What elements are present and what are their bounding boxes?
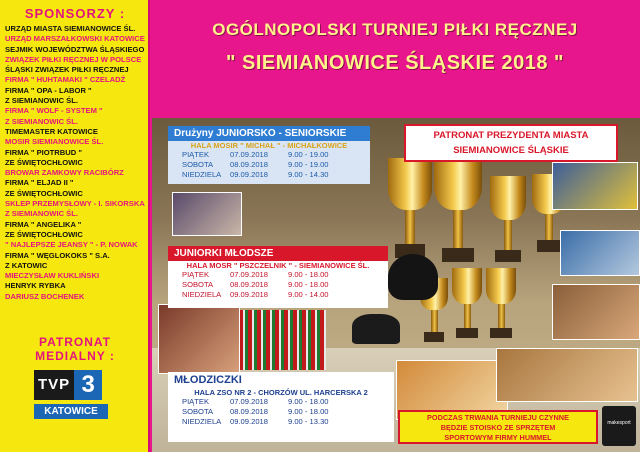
sponsor-list <box>5 24 150 302</box>
schedule-row: SOBOTA 08.09.2018 9.00 - 19.00 <box>182 160 329 169</box>
makesport-logo: makesport <box>602 406 636 446</box>
notice-line1: PODCZAS TRWANIA TURNIEJU CZYNNE <box>427 413 569 422</box>
sponsor-line: TIMEMASTER KATOWICE <box>5 126 98 136</box>
media-title-line2: MEDIALNY : <box>35 349 115 363</box>
team-photo-2 <box>560 230 640 276</box>
sponsors-title: SPONSORZY : <box>24 6 126 21</box>
sponsor-line: FIRMA " ELJAD II " <box>5 178 74 188</box>
tvp3-logo <box>34 370 108 428</box>
sponsor-line: ZWIĄZEK PIŁKI RĘCZNEJ W POLSCE <box>5 54 142 64</box>
sponsor-line: FIRMA " PIOTRBUD " <box>5 147 82 157</box>
sponsor-column <box>0 0 150 452</box>
sponsor-line: Z KATOWIC <box>5 260 48 270</box>
group-box-junior-girls <box>168 246 388 308</box>
tvp-name: TVP <box>34 370 74 400</box>
sponsor-line: Z SIEMIANOWIC ŚL. <box>5 96 78 106</box>
schedule-row: PIĄTEK 07.09.2018 9.00 - 19.00 <box>182 150 329 159</box>
sponsor-line: ŚLĄSKI ZWIĄZEK PIŁKI RĘCZNEJ <box>5 65 129 75</box>
hummel-notice <box>398 410 598 444</box>
match-photo-3 <box>496 348 638 402</box>
tvp-city: KATOWICE <box>34 404 108 419</box>
team-photo <box>552 162 638 210</box>
group-title: JUNIORKI MŁODSZE <box>168 246 388 261</box>
group-title: MŁODZICZKI <box>174 374 242 386</box>
sponsor-line: Z SIEMIANOWIC ŚL. <box>5 209 78 219</box>
group-box-young-girls <box>168 372 394 442</box>
sponsor-line: FIRMA " WĘGLOKOKS " S.A. <box>5 250 110 260</box>
sponsor-line: MOSIR SIEMIANOWICE ŚL. <box>5 137 104 147</box>
schedule-row: SOBOTA 08.09.2018 9.00 - 18.00 <box>182 407 329 416</box>
schedule-row: NIEDZIELA 09.09.2018 9.00 - 14.30 <box>182 170 329 179</box>
sponsor-line: URZĄD MIASTA SIEMIANOWICE ŚL. <box>5 24 136 33</box>
sponsor-line: MIECZYSŁAW KUKLIŃSKI <box>5 271 100 281</box>
sponsor-line: DARIUSZ BOCHENEK <box>5 291 85 301</box>
sponsor-line: FIRMA " HUHTAMAKI " CZELADŹ <box>5 75 126 85</box>
trophy-icon <box>388 158 432 258</box>
poster-title-line1: OGÓLNOPOLSKI TURNIEJ PIŁKI RĘCZNEJ <box>212 20 578 39</box>
group-venue: HALA MOSIR " MICHAŁ " - MICHAŁKOWICE <box>190 141 348 150</box>
sponsor-line: BROWAR ZAMKOWY RACIBÓRZ <box>5 168 124 178</box>
schedule-row: PIĄTEK 07.09.2018 9.00 - 18.00 <box>182 397 329 406</box>
tvp-number: 3 <box>74 370 102 400</box>
players-photo <box>158 304 240 374</box>
schedule-row: NIEDZIELA 09.09.2018 9.00 - 13.30 <box>182 417 329 426</box>
sponsor-line: FIRMA " ANGELIKA " <box>5 219 82 229</box>
schedule-row: SOBOTA 08.09.2018 9.00 - 18.00 <box>182 280 329 289</box>
notice-line2: BĘDZIE STOISKO ZE SPRZĘTEM <box>440 423 556 432</box>
trophy-icon <box>490 176 526 262</box>
sponsor-line: FIRMA " OPA - LABOR " <box>5 85 92 95</box>
sponsor-line: ZE ŚWIĘTOCHŁOWIC <box>5 229 83 239</box>
miner-cap-shape <box>352 314 400 344</box>
sponsor-line: ZE ŚWIĘTOCHŁOWIC <box>5 188 83 198</box>
notice-line3: SPORTOWYM FIRMY HUMMEL <box>444 433 552 442</box>
patronat-line2: SIEMIANOWICE ŚLĄSKIE <box>453 145 569 156</box>
sponsor-line: URZĄD MARSZAŁKOWSKI KATOWICE <box>5 34 145 44</box>
schedule-row: PIĄTEK 07.09.2018 9.00 - 18.00 <box>182 270 329 279</box>
media-patron-title <box>0 335 150 363</box>
award-ceremony-photo <box>172 192 242 236</box>
patronat-line1: PATRONAT PREZYDENTA MIASTA <box>433 130 589 141</box>
match-photo <box>552 284 640 340</box>
group-box-juniors-seniors <box>168 126 370 184</box>
sponsor-line: FIRMA " WOLF - SYSTEM " <box>5 106 103 116</box>
poster-title-line2: " SIEMIANOWICE ŚLĄSKIE 2018 " <box>226 52 564 74</box>
sponsor-line: ZE ŚWIĘTOCHŁOWIC <box>5 157 83 167</box>
media-title-line1: PATRONAT <box>39 335 111 349</box>
sponsor-line: " NAJLEPSZE JEANSY " - P. NOWAK <box>5 240 138 250</box>
trophy-icon <box>486 268 516 338</box>
group-venue: HALA ZSO NR 2 - CHORZÓW UL. HARCERSKA 2 <box>194 388 368 397</box>
trophy-icon <box>434 152 482 262</box>
sponsor-line: SEJMIK WOJEWÓDZTWA ŚLĄSKIEGO <box>5 44 145 54</box>
helmet-shape <box>388 254 438 300</box>
trophy-icon <box>452 268 482 338</box>
sponsor-line: SKLEP PRZEMYSŁOWY - I. SIKORSKA <box>5 199 145 209</box>
sponsor-line: HENRYK RYBKA <box>5 281 66 291</box>
group-title: Drużyny JUNIORSKO - SENIORSKIE <box>168 126 370 141</box>
sponsor-line: Z SIEMIANOWIC ŚL. <box>5 116 78 126</box>
patronat-box <box>404 124 618 162</box>
schedule-row: NIEDZIELA 09.09.2018 9.00 - 14.00 <box>182 290 329 299</box>
group-venue: HALA MOSR " PSZCZELNIK " - SIEMIANOWICE ŚL. <box>186 261 370 270</box>
